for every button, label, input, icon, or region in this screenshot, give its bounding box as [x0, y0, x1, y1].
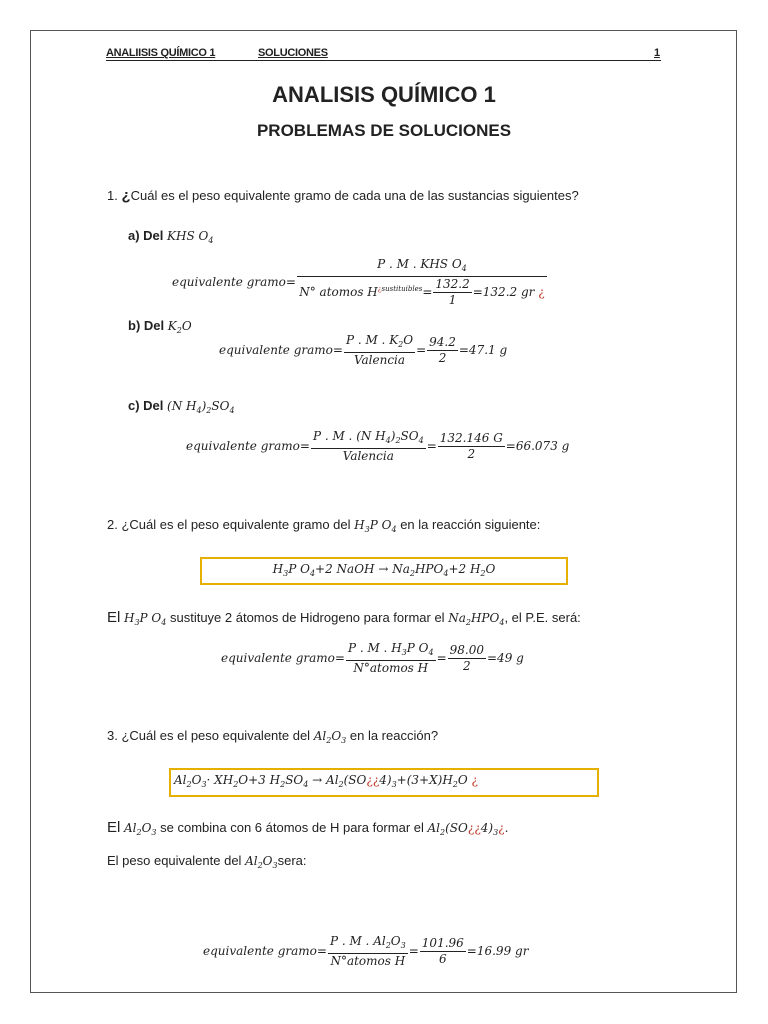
q1-c-heading [128, 398, 235, 415]
q1-b-label: b) Del [128, 318, 165, 333]
q3-reaction: $Al_2O_3\cdot XH_2O+3$ $H_2SO_4$ → $Al_2(SO¿¿4)_3+(3+X)H_2O$ ¿ [174, 773, 478, 789]
q1-a-heading [128, 228, 213, 245]
unknown-glyph: ¿ [372, 773, 380, 787]
q1-a-result: =132.2 gr [472, 285, 535, 299]
unknown-glyph: ¿ [538, 285, 545, 299]
formula-al2o3: $Al_2O_3$ [313, 729, 347, 745]
q2-inner-fraction [448, 643, 486, 674]
q2-intro-end: en la reacción siguiente: [400, 517, 541, 532]
q3-equation: equivalente gramo= $\frac{P . M . Al_2O_3}{\text{N°atomos H}}$ = $\frac{101.96}{6}$ =16.99 gr [203, 934, 529, 968]
q1-text: Cuál es el peso equivalente gramo de cada una de las sustancias siguientes? [130, 188, 579, 203]
q3-result: =16.99 gr [466, 944, 529, 958]
page-subtitle: PROBLEMAS DE SOLUCIONES [256, 121, 512, 140]
formula-h3po4: $H_3P$ $O_4$ [123, 611, 167, 627]
q1-c-result: =66.073 g [505, 439, 570, 453]
q1-b-equation: equivalente gramo= $\frac{P . M . K_2O}{\text{Valencia}}$ = $\frac{94.2}{2}$ =47.1 g [219, 333, 508, 367]
unknown-glyph: ¿ [366, 773, 373, 787]
valencia-label: Valencia [353, 353, 406, 367]
q1-c-inner-fraction [438, 431, 505, 462]
formula-na2hpo4: $Na_2HPO_4$ [448, 611, 505, 627]
pm-label: P . M . [312, 429, 353, 443]
eq-word: equivalente gramo [203, 944, 317, 958]
q1-mark: ¿ [121, 187, 131, 204]
header-center: SOLUCIONES [258, 47, 328, 59]
formula-k2o: $K_2O$ [167, 319, 192, 335]
q3-el: El [107, 819, 121, 836]
q1-b-heading [128, 318, 192, 335]
eq-word: equivalente gramo [172, 275, 286, 289]
eq-word: equivalente gramo [221, 651, 335, 665]
q2-den2: 2 [463, 659, 471, 673]
q1-c-num2: 132.146 G [439, 431, 503, 445]
q2-statement [107, 609, 581, 627]
q1-c-label: c) Del [128, 398, 164, 413]
q2-mid: sustituye 2 átomos de Hidrogeno para formar el [169, 610, 445, 625]
q3-mid: se combina con 6 átomos de H para formar el [160, 820, 424, 835]
unknown-glyph: ¿ [471, 773, 478, 787]
question-3 [107, 728, 438, 745]
q3-weight-line [107, 853, 307, 870]
question-1 [107, 187, 579, 204]
sustituibles-label: sustituibles [381, 285, 423, 293]
valencia-label: Valencia [342, 449, 394, 463]
page-number: 1 [654, 47, 660, 59]
q1-number: 1. [107, 188, 118, 203]
q2-numerator: P . M . $H_3P$ $O_4$ [346, 641, 436, 661]
q1-b-den2: 2 [438, 351, 447, 365]
pm-label: P . M . [377, 257, 417, 271]
q2-el: El [107, 609, 121, 626]
pm-label: P . M . [347, 641, 388, 655]
q1-b-fraction [344, 333, 415, 368]
unknown-glyph: ¿ [474, 821, 481, 835]
q3-intro-end: en la reacción? [349, 728, 439, 743]
q1-b-result: =47.1 g [458, 343, 508, 357]
page-title: ANALISIS QUÍMICO 1 [272, 82, 496, 107]
q3-numerator: P . M . $Al_2O_3$ [328, 934, 408, 954]
q2-end: , el P.E. será: [504, 610, 581, 625]
q3-weight-end: sera: [277, 853, 307, 868]
q1-a-fraction [297, 257, 547, 308]
q2-result: =49 g [487, 651, 524, 665]
q1-c-numerator: P . M . (N $H_4)_2SO_4$ [311, 429, 426, 449]
q1-a-den2: 1 [448, 293, 457, 307]
q1-a-denominator: N° atomos $H^{¿sustituibles}=$ $\frac{132.2}{1}$ =132.2 gr ¿ [299, 277, 545, 307]
eq-word: equivalente gramo [219, 343, 333, 357]
q1-a-equation: equivalente gramo= P . M . KHS $O_4$ N° atomos $H^{¿sustituibles}=$ $\frac{132.2}{1}$ =132.2 gr ¿ [172, 257, 548, 308]
q2-intro: 2. ¿Cuál es el peso equivalente gramo del [107, 517, 351, 532]
q3-statement [107, 819, 508, 837]
formula-al2so43: $Al_2(SO¿¿4)_3¿$. [427, 821, 509, 837]
formula-khso4: KHS $O_4$ [167, 229, 214, 245]
q1-c-fraction [311, 429, 426, 464]
pm-label: P . M . [345, 333, 386, 347]
q2-reaction: $H_3P$ $O_4+2$ NaOH → $Na_2HPO_4+2$ $H_2O$ [272, 562, 496, 578]
q1-a-inner-fraction [433, 277, 471, 308]
header-left: ANALIISIS QUÍMICO 1 [106, 47, 216, 59]
formula-h3po4: $H_3P$ $O_4$ [354, 518, 397, 534]
q3-den2: 6 [438, 952, 447, 966]
q1-a-label: a) Del [128, 228, 164, 243]
formula-nh42so4: (N $H_4)_2SO_4$ [167, 399, 235, 415]
q1-b-numerator: P . M . $K_2O$ [344, 333, 415, 353]
q3-fraction [328, 934, 408, 969]
q3-num2: 101.96 [421, 936, 464, 950]
n-atomos-label: N°atomos H [353, 661, 429, 675]
q1-a-numerator: P . M . KHS $O_4$ [297, 257, 547, 277]
n-atomos-label: N°atomos H [330, 954, 406, 968]
q1-c-den2: 2 [467, 447, 476, 461]
formula-al2o3: $Al_2O_3$ [123, 821, 157, 837]
n-atomos-label: N° atomos H [299, 285, 378, 299]
pm-label: P . M . [329, 934, 370, 948]
q1-a-num2: 132.2 [435, 277, 470, 291]
eq-word: equivalente gramo [186, 439, 300, 453]
page-border [30, 30, 737, 993]
q3-inner-fraction [420, 936, 466, 967]
header-rule [106, 60, 661, 61]
q1-b-inner-fraction [427, 335, 458, 366]
formula-al2o3: $Al_2O_3$ [245, 854, 278, 870]
unknown-glyph: ¿ [467, 821, 475, 835]
q3-weight-text: El peso equivalente del [107, 853, 242, 868]
q2-num2: 98.00 [449, 643, 484, 657]
q1-c-equation: equivalente gramo= $\frac{P . M . (N H_4)_2SO_4}{\text{Valencia}}$ = $\frac{132.146 G}{2}$ =66.073 g [186, 429, 570, 463]
q3-intro: 3. ¿Cuál es el peso equivalente del [107, 728, 311, 743]
question-2 [107, 517, 540, 534]
unknown-glyph: ¿ [377, 285, 382, 293]
q1-b-num2: 94.2 [429, 335, 456, 349]
unknown-glyph: ¿ [498, 821, 505, 835]
q2-equation: equivalente gramo= $\frac{P . M . H_3P O_4}{\text{N°atomos H}}$ = $\frac{98.00}{2}$ =49 g [221, 641, 524, 675]
q2-fraction [346, 641, 436, 676]
